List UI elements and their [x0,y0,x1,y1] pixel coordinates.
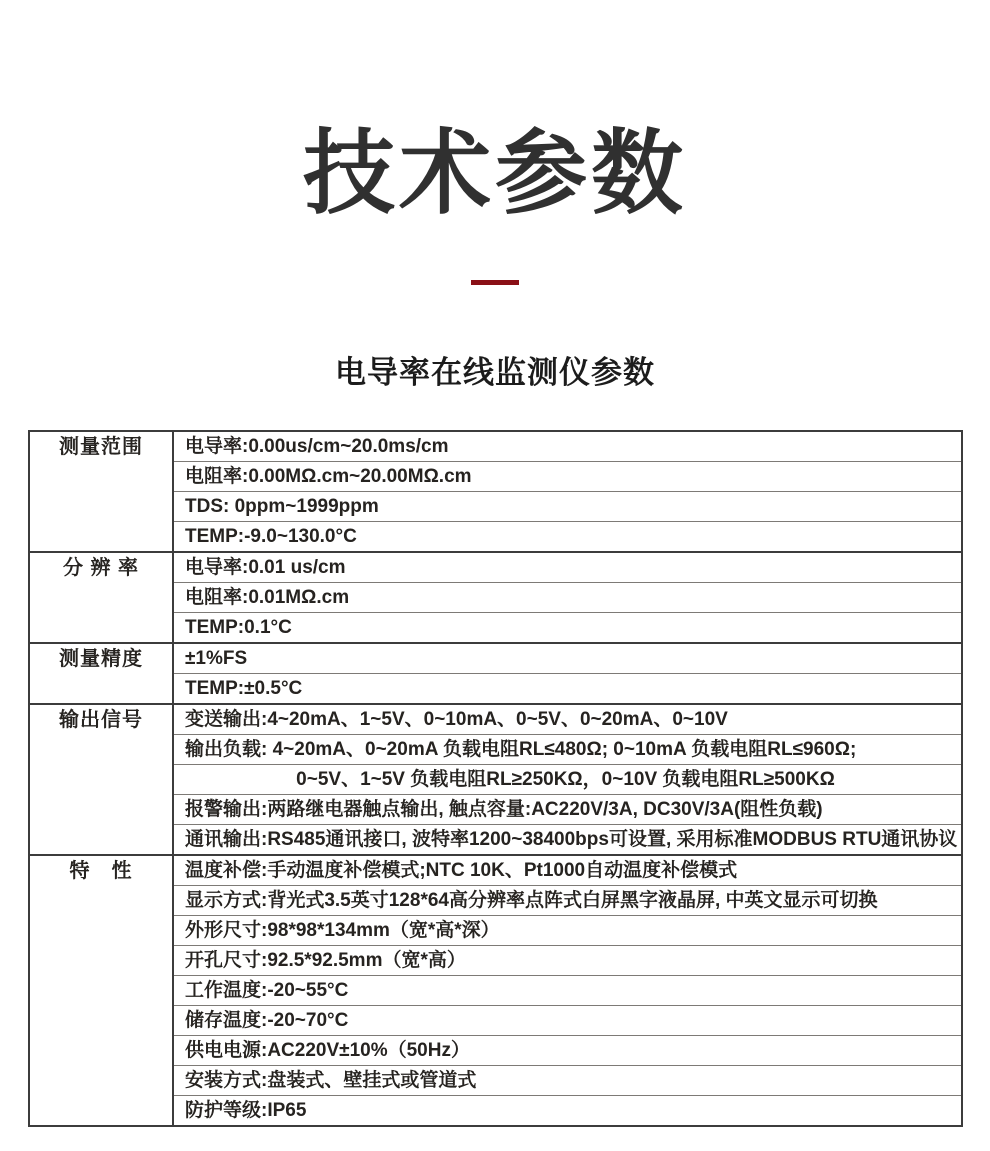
page-title: 技术参数 [302,123,687,225]
spec-value-cell: TEMP:±0.5°C [173,673,962,704]
spec-value-cell: 防护等级:IP65 [173,1095,962,1126]
spec-value-cell: 输出负载: 4~20mA、0~20mA 负载电阻RL≤480Ω; 0~10mA 负载电阻RL≤960Ω; [173,734,962,764]
spec-value-cell: 变送输出:4~20mA、1~5V、0~10mA、0~5V、0~20mA、0~10V [173,704,962,735]
spec-category-cell: 特 性 [29,855,173,1126]
spec-category-cell: 分 辨 率 [29,552,173,643]
spec-category-cell: 测量范围 [29,431,173,552]
title-accent-divider [471,280,519,285]
section-subtitle: 电导率在线监测仪参数 [335,354,655,390]
spec-value-cell: TDS: 0ppm~1999ppm [173,491,962,521]
spec-value-cell: 工作温度:-20~55°C [173,975,962,1005]
spec-value-cell: 电阻率:0.01MΩ.cm [173,582,962,612]
spec-table-container [28,430,963,1127]
table-row [29,704,962,735]
spec-value-cell: 电阻率:0.00MΩ.cm~20.00MΩ.cm [173,461,962,491]
spec-value-cell: ±1%FS [173,643,962,674]
spec-value-cell: 温度补偿:手动温度补偿模式;NTC 10K、Pt1000自动温度补偿模式 [173,855,962,886]
table-row [29,431,962,462]
spec-value-cell: 通讯输出:RS485通讯接口, 波特率1200~38400bps可设置, 采用标准MODBUS RTU通讯协议 [173,824,962,855]
spec-value-cell: 外形尺寸:98*98*134mm（宽*高*深） [173,915,962,945]
spec-value-cell: 开孔尺寸:92.5*92.5mm（宽*高） [173,945,962,975]
spec-value-cell: TEMP:0.1°C [173,612,962,643]
spec-value-cell: 储存温度:-20~70°C [173,1005,962,1035]
spec-value-cell: 0~5V、1~5V 负载电阻RL≥250KΩ，0~10V 负载电阻RL≥500KΩ [173,764,962,794]
spec-category-cell: 输出信号 [29,704,173,855]
spec-value-cell: 显示方式:背光式3.5英寸128*64高分辨率点阵式白屏黑字液晶屏, 中英文显示可切换 [173,885,962,915]
spec-table [28,430,963,1127]
spec-value-cell: TEMP:-9.0~130.0°C [173,521,962,552]
spec-value-cell: 电导率:0.01 us/cm [173,552,962,583]
table-row [29,552,962,583]
table-row [29,855,962,886]
spec-value-cell: 报警输出:两路继电器触点输出, 触点容量:AC220V/3A, DC30V/3A(阻性负载) [173,794,962,824]
spec-value-cell: 电导率:0.00us/cm~20.0ms/cm [173,431,962,462]
table-row [29,643,962,674]
spec-value-cell: 供电电源:AC220V±10%（50Hz） [173,1035,962,1065]
spec-category-cell: 测量精度 [29,643,173,704]
spec-value-cell: 安装方式:盘装式、壁挂式或管道式 [173,1065,962,1095]
